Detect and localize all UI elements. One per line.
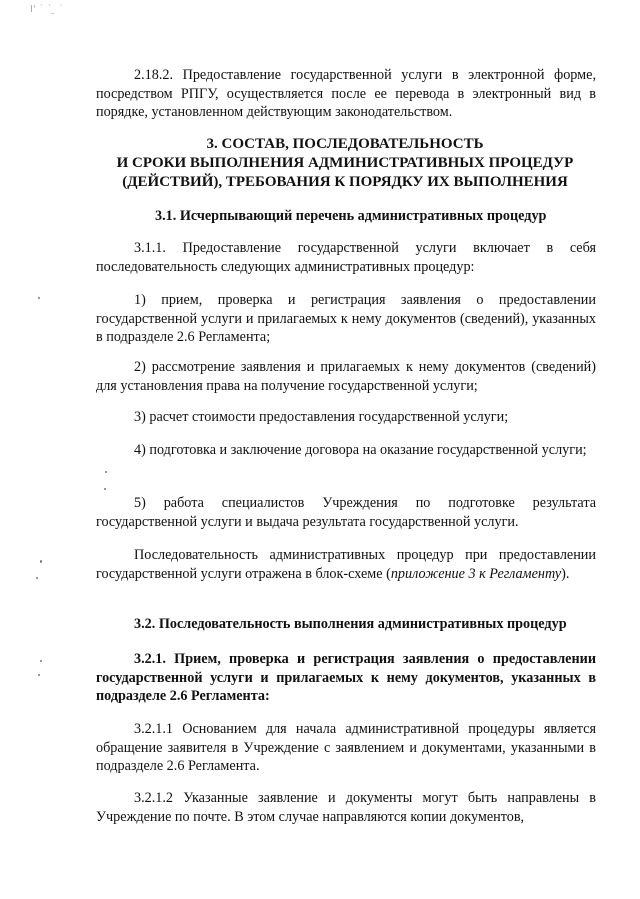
section-3-heading-line2: И СРОКИ ВЫПОЛНЕНИЯ АДМИНИСТРАТИВНЫХ ПРОЦЕДУР: [116, 154, 574, 171]
scan-speck: [105, 471, 107, 473]
section-3-heading: [90, 135, 600, 191]
section-3-heading-line1: 3. СОСТАВ, ПОСЛЕДОВАТЕЛЬНОСТЬ: [206, 136, 484, 152]
scan-speck: [38, 297, 40, 299]
appendix-reference: приложение 3 к Регламенту: [390, 565, 562, 582]
paragraph-3-2-1-2: 3.2.1.2 Указанные заявление и документы могут быть направлены в Учреждение по почте. В этом случае направляются копии документов,: [96, 790, 596, 825]
section-3-2-heading: 3.2. Последовательность выполнения административных процедур: [134, 616, 567, 632]
list-item-5: 5) работа специалистов Учреждения по подготовке результата государственной услуги и выдача результата государственной услуги.: [96, 495, 596, 530]
scan-speck: [40, 660, 42, 662]
sequence-text: Последовательность административных процедур при предоставлении государственной услуги отражена в блок-схеме (: [96, 547, 596, 582]
list-item-3: 3) расчет стоимости предоставления государственной услуги;: [134, 409, 509, 425]
scan-speck: [40, 560, 42, 563]
list-item-4: 4) подготовка и заключение договора на оказание государственной услуги;: [134, 442, 587, 458]
list-item-2: 2) рассмотрение заявления и прилагаемых к нему документов (сведений) для установления права на получение государственной услуги;: [96, 359, 596, 394]
paragraph-2-18-2: 2.18.2. Предоставление государственной услуги в электронной форме, посредством РПГУ, осуществляется после ее перевода в электронный вид в порядке, установленном действующим законодательством.: [96, 67, 596, 120]
paragraph-sequence: [96, 546, 596, 583]
section-3-2-1-heading: 3.2.1. Прием, проверка и регистрация заявления о предоставлении государственной услуги и прилагаемых к нему документов, указанных в подразделе 2.6 Регламента:: [96, 651, 596, 704]
scan-speck: [38, 674, 40, 676]
section-3-1-heading: 3.1. Исчерпывающий перечень административных процедур: [155, 208, 547, 224]
sequence-end: ).: [561, 565, 570, 582]
list-item-1: 1) прием, проверка и регистрация заявления о предоставлении государственной услуги и прилагаемых к нему документов (сведений), указанных в подразделе 2.6 Регламента;: [96, 292, 596, 345]
scan-speck: [104, 488, 106, 490]
scan-mark-top: Ⅰ' ˙ ˙ ̤ ˙: [30, 4, 64, 15]
paragraph-3-2-1-1: 3.2.1.1 Основанием для начала административной процедуры является обращение заявителя в Учреждение с заявлением и документами, указанными в подразделе 2.6 Регламента.: [96, 721, 596, 774]
section-3-heading-line3: (ДЕЙСТВИЙ), ТРЕБОВАНИЯ К ПОРЯДКУ ИХ ВЫПОЛНЕНИЯ: [122, 173, 568, 190]
scan-speck: [36, 577, 38, 579]
paragraph-3-1-1: 3.1.1. Предоставление государственной услуги включает в себя последовательность следующих административных процедур:: [96, 240, 596, 275]
